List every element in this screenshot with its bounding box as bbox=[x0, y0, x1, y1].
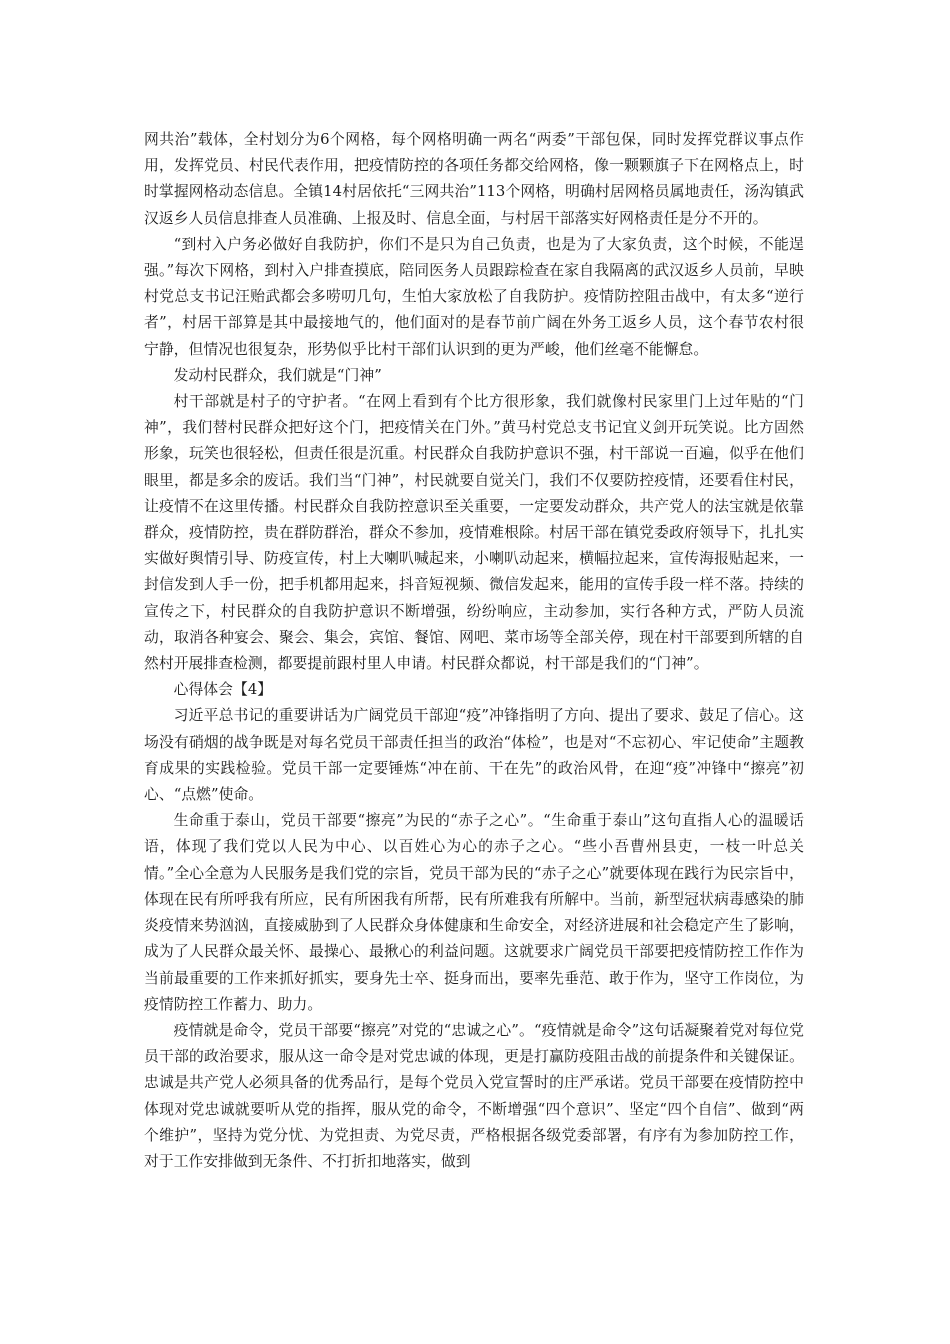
section-heading-door-god: 发动村民群众，我们就是“门神” bbox=[173, 366, 382, 384]
paragraph-continuation: 网共治”载体，全村划分为6个网格，每个网格明确一两名“两委”干部包保，同时发挥党群议事点作用，发挥党员、村民代表作用，把疫情防控的各项任务都交给网格，像一颗颗旗子下在网格点上，时时掌握网格动态信息。全镇14村居依托“三网共治”113个网格，明确村居网格员属地责任，汤沟镇武汉返乡人员信息排查人员准确、上报及时、信息全面，与村居干部落实好网格责任是分不开的。 bbox=[144, 131, 804, 227]
paragraph-epidemic-is-order: 疫情就是命令，党员干部要“擦亮”对党的“忠诚之心”。“疫情就是命令”这句话凝聚着党对每位党员干部的政治要求，服从这一命令是对党忠诚的体现，更是打赢防疫阻击战的前提条件和关键保证。忠诚是共产党人必须具备的优秀品行，是每个党员入党宣誓时的庄严承诺。党员干部要在疫情防控中体现对党忠诚就要听从党的指挥，服从党的命令，不断增强“四个意识”、坚定“四个自信”、做到“两个维护”，坚持为党分忧、为党担责、为党尽责，严格根据各级党委部署，有序有为参加防控工作，对于工作安排做到无条件、不打折扣地落实，做到 bbox=[144, 1021, 804, 1170]
document-body bbox=[144, 127, 804, 1175]
paragraph-speech: 习近平总书记的重要讲话为广阔党员干部迎“疫”冲锋指明了方向、提出了要求、鼓足了信心。这场没有硝烟的战争既是对每名党员干部责任担当的政治“体检”，也是对“不忘初心、牢记使命”主题教育成果的实践检验。党员干部一定要锤炼“冲在前、干在先”的政治风骨，在迎“疫”冲锋中“擦亮”初心、“点燃”使命。 bbox=[144, 707, 804, 804]
paragraph-door-god: 村干部就是村子的守护者。“在网上看到有个比方很形象，我们就像村民家里门上过年贴的“门神”，我们替村民群众把好这个门，把疫情关在门外。”黄马村党总支书记宜义剑开玩笑说。比方固然形象，玩笑也很轻松，但责任很是沉重。村民群众自我防护意识不强，村干部说一百遍，似乎在他们眼里，都是多余的废话。我们当“门神”，村民就要自觉关门，我们不仅要防控疫情，还要看住村民，让疫情不在这里传播。村民群众自我防控意识至关重要，一定要发动群众，共产党人的法宝就是依靠群众，疫情防控，贵在群防群治，群众不参加，疫情难根除。村居干部在镇党委政府领导下，扎扎实实做好舆情引导、防疫宣传，村上大喇叭喊起来，小喇叭动起来，横幅拉起来，宣传海报贴起来，一封信发到人手一份，把手机都用起来，抖音短视频、微信发起来，能用的宣传手段一样不落。持续的宣传之下，村民群众的自我防护意识不断增强，纷纷响应，主动参加，实行各种方式，严防人员流动，取消各种宴会、聚会、集会，宾馆、餐馆、网吧、菜市场等全部关停，现在村干部要到所辖的自然村开展排查检测，都要提前跟村里人申请。村民群众都说，村干部是我们的“门神”。 bbox=[144, 393, 804, 673]
paragraph-self-protection: “到村入户务必做好自我防护，你们不是只为自己负责，也是为了大家负责，这个时候，不能逞强。”每次下网格，到村入户排查摸底，陪同医务人员跟踪检查在家自我隔离的武汉返乡人员前，早映村党总支书记汪贻武都会多唠叨几句，生怕大家放松了自我防护。疫情防控阻击战中，有太多“逆行者”，村居干部算是其中最接地气的，他们面对的是春节前广阔在外务工返乡人员，这个春节农村很宁静，但情况也很复杂，形势似乎比村干部们认识到的更为严峻，他们丝毫不能懈怠。 bbox=[144, 235, 804, 358]
paragraph-life-over-mountain: 生命重于泰山，党员干部要“擦亮”为民的“赤子之心”。“生命重于泰山”这句直指人心的温暖话语，体现了我们党以人民为中心、以百姓心为心的赤子之心。“些小吾曹州县吏，一枝一叶总关情。”全心全意为人民服务是我们党的宗旨，党员干部为民的“赤子之心”就要体现在践行为民宗旨中，体现在民有所呼我有所应，民有所困我有所帮，民有所难我有所解中。当前，新型冠状病毒感染的肺炎疫情来势汹汹，直接威胁到了人民群众身体健康和生命安全，对经济进展和社会稳定产生了影响，成为了人民群众最关怀、最操心、最揪心的利益问题。这就要求广阔党员干部要把疫情防控工作作为当前最重要的工作来抓好抓实，要身先士卒、挺身而出，要率先垂范、敢于作为，坚守工作岗位，为疫情防控工作蓄力、助力。 bbox=[144, 812, 804, 1013]
section-heading-reflection-4: 心得体会【4】 bbox=[173, 681, 273, 699]
